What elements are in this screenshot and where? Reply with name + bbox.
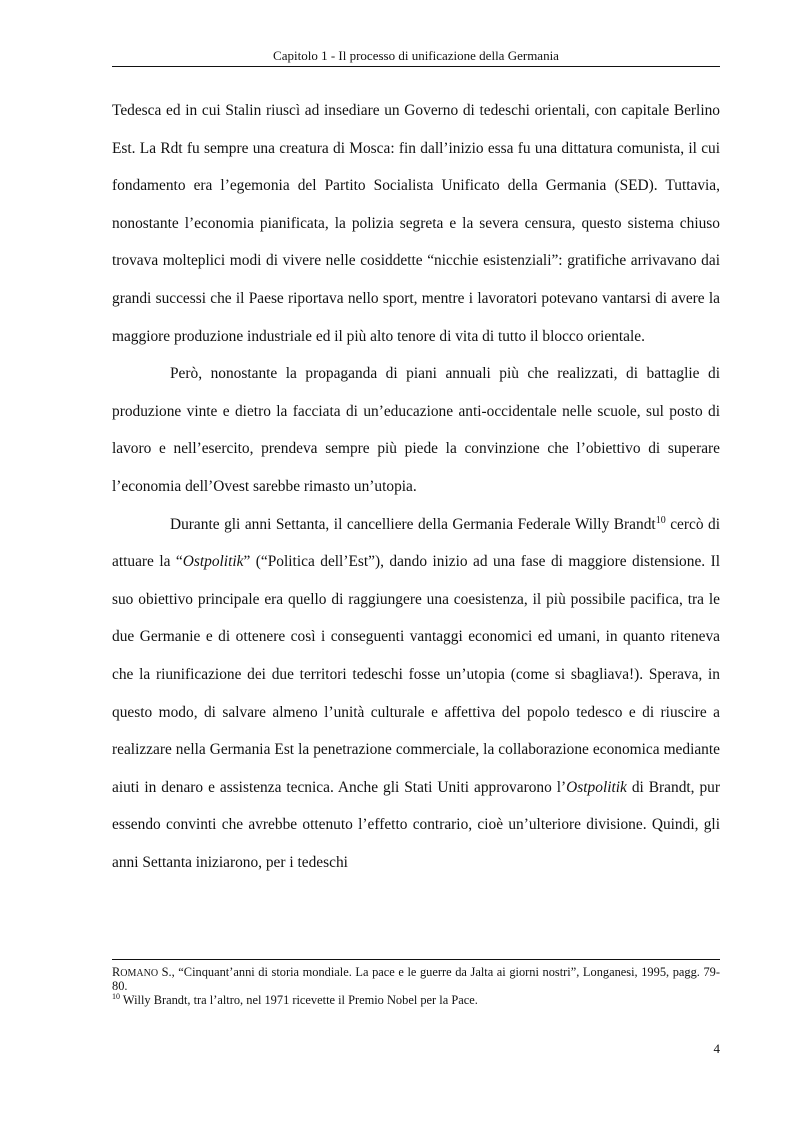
page-number: 4 <box>713 1041 720 1056</box>
paragraph-2: Però, nonostante la propaganda di piani annuali più che realizzati, di battaglie di produzione vinte e dietro la facciata di un’educazione anti-occidentale nelle scuole, sul posto di lavoro e nell’esercito, prendeva sempre più piede la convinzione che l’obiettivo di superare l’economia dell’Ovest sarebbe rimasto un’utopia. <box>112 365 720 495</box>
running-header: Capitolo 1 - Il processo di unificazione della Germania <box>273 48 559 63</box>
paragraph-1: Tedesca ed in cui Stalin riuscì ad insediare un Governo di tedeschi orientali, con capitale Berlino Est. La Rdt fu sempre una creatura di Mosca: fin dall’inizio essa fu una dittatura comunista, il cui fondamento era l’egemonia del Partito Socialista Unificato della Germania (SED). Tuttavia, nonostante l’economia pianificata, la polizia segreta e la severa censura, questo sistema chiuso trovava molteplici modi di vivere nelle cosiddette “nicchie esistenziali”: gratifiche arrivavano dai grandi successi che il Paese riportava nello sport, mentre i lavoratori potevano vantarsi di avere la maggiore produzione industriale ed il più alto tenore di vita di tutto il blocco orientale. <box>112 102 720 345</box>
body-text <box>112 92 720 881</box>
paragraph-3-text-1: Durante gli anni Settanta, il cancelliere della Germania Federale Willy Brandt <box>170 515 656 533</box>
footnote-author-initial: R <box>112 965 121 979</box>
footnotes <box>112 966 720 1007</box>
paragraph-3-text-3: ” (“Politica dell’Est”), dando inizio ad una fase di maggiore distensione. Il suo obiettivo principale era quello di raggiungere una coesistenza, il più possibile pacifica, tra le due Germanie e di ottenere così i conseguenti vantaggi economici ed umani, in quanto riteneva che la riunificazione dei due territori tedeschi fosse un’utopia (come si sbagliava!). Sperava, in questo modo, di salvare almeno l’unità culturale e affettiva del popolo tedesco e di riuscire a realizzare nella Germania Est la penetrazione commerciale, la collaborazione economica mediante aiuti in denaro e assistenza tecnica. Anche gli Stati Uniti approvarono l’ <box>112 553 720 796</box>
paragraph-3 <box>112 506 720 882</box>
paragraph-3-text-2: cercò di attuare la “ <box>112 515 721 571</box>
header-rule <box>112 66 720 67</box>
ostpolitik-term: Ostpolitik <box>566 778 627 796</box>
footnote-10-text: Willy Brandt, tra l’altro, nel 1971 ricevette il Premio Nobel per la Pace. <box>120 992 478 1007</box>
footnote-number: 10 <box>112 991 120 1001</box>
footnote-ref-10[interactable]: 10 <box>655 514 666 526</box>
paragraph-3-text-4: di Brandt, pur essendo convinti che avrebbe ottenuto l’effetto contrario, cioè un’ulteriore divisione. Quindi, gli anni Settanta iniziarono, per i tedeschi <box>112 778 720 871</box>
footnote-10 <box>112 991 720 1007</box>
footnote-rule <box>112 959 720 960</box>
ostpolitik-term: Ostpolitik <box>182 553 244 571</box>
footnote-9 <box>112 966 720 994</box>
footnote-author-rest: OMANO <box>120 968 159 979</box>
footnote-9-text: S., “Cinquant’anni di storia mondiale. La pace e le guerre da Jalta ai giorni nostri”, Longanesi, 1995, pagg. 79-80. <box>112 965 720 994</box>
